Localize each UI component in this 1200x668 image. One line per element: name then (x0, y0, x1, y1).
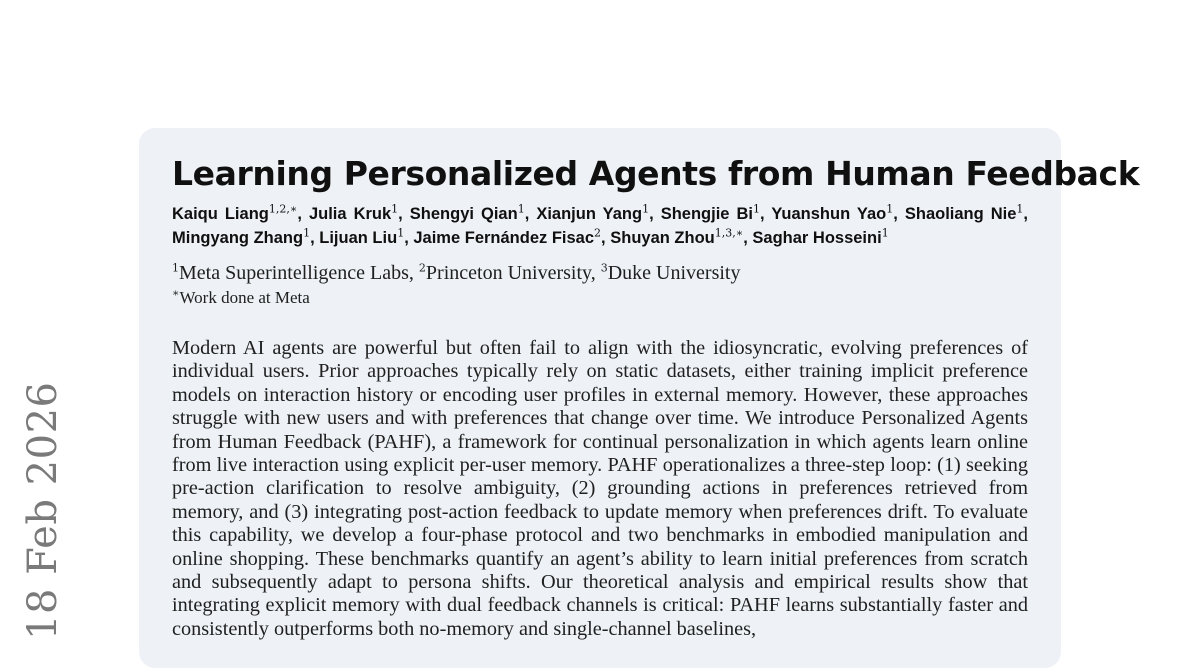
author-separator: , (524, 205, 530, 223)
paper-title: Learning Personalized Agents from Human Feedback (172, 154, 1140, 193)
author-separator: , (649, 205, 654, 223)
affiliation-name: Princeton University (425, 262, 591, 284)
author-name (752, 226, 889, 247)
author-separator: , (310, 229, 315, 247)
author-affiliation-marker: 1 (517, 202, 525, 216)
author-name-text: Shaoliang Nie (904, 205, 1017, 223)
author-name (172, 226, 315, 247)
paper-header-content (172, 152, 1140, 662)
author-separator: , (743, 229, 748, 247)
author-separator: , (893, 205, 898, 223)
footnote-text: Work done at Meta (179, 288, 310, 307)
author-separator: , (404, 229, 409, 247)
affiliation-name: Meta Superintelligence Labs (179, 262, 409, 284)
author-affiliation-marker: 1 (303, 226, 311, 240)
affiliation-separator: , (590, 262, 596, 284)
author-affiliation-marker: 1,2,∗ (268, 202, 298, 216)
author-name (409, 202, 530, 223)
affiliation (419, 262, 596, 284)
author-separator: , (398, 205, 403, 223)
author-name (536, 202, 654, 223)
affiliation-list (172, 260, 1028, 286)
author-affiliation-marker: 1 (397, 226, 405, 240)
affiliation-separator: , (408, 262, 414, 284)
affiliation-marker: 1 (172, 261, 179, 275)
author-name (308, 202, 403, 223)
paper-header-card (139, 128, 1140, 668)
author-name-text: Saghar Hosseini (752, 229, 882, 247)
author-name (660, 202, 765, 223)
author-affiliation-marker: 1 (391, 202, 399, 216)
author-affiliation-marker: 1,3,∗ (714, 226, 744, 240)
author-name (771, 202, 898, 223)
author-affiliation-marker: 1 (881, 226, 889, 240)
author-affiliation-marker: 1 (886, 202, 894, 216)
abstract-text: Modern AI agents are powerful but often fail to align with the idiosyncratic, evolving preferences of individual users. Prior approaches typically rely on static datasets, either training implicit preference models on interaction history or encoding user profiles in external memory. However, these approaches struggle with new users and with preferences that change over time. We introduce Personalized Agents from Human Feedback (PAHF), a framework for continual personalization in which agents learn online from live interaction using explicit per-user memory. PAHF operationalizes a three-step loop: (1) seeking pre-action clarification to resolve ambiguity, (2) grounding actions in preferences retrieved from memory, and (3) integrating post-action feedback to update memory when preferences drift. To evaluate this capability, we develop a four-phase protocol and two benchmarks in embodied manipulation and online shopping. These benchmarks quantify an agent’s ability to learn initial preferences from scratch and subsequently adapt to persona shifts. Our theoretical analysis and empirical results show that integrating explicit memory with dual feedback channels is critical: PAHF learns substantially faster and consistently outperforms both no-memory and single-channel baselines, (172, 337, 1028, 640)
author-separator: , (601, 229, 606, 247)
footnote-marker: ∗ (172, 286, 180, 300)
author-separator: , (1023, 205, 1028, 223)
author-affiliation-marker: 1 (752, 202, 760, 216)
affiliation-marker: 2 (418, 261, 426, 275)
author-name (904, 202, 1028, 223)
author-name-text: Lijuan Liu (319, 229, 398, 247)
affiliation-marker: 3 (600, 261, 608, 275)
author-separator: , (759, 205, 765, 223)
author-name-text: Shuyan Zhou (610, 229, 715, 247)
author-name-text: Shengjie Bi (660, 205, 753, 223)
author-name-text: Shengyi Qian (409, 205, 518, 223)
author-separator: , (297, 205, 302, 223)
author-name-text: Julia Kruk (308, 205, 392, 223)
author-name (319, 226, 409, 247)
author-name-text: Yuanshun Yao (771, 205, 887, 223)
author-name-text: Kaiqu Liang (172, 205, 269, 223)
author-name (610, 226, 748, 247)
author-affiliation-marker: 1 (642, 202, 650, 216)
author-name-text: Mingyang Zhang (172, 229, 304, 247)
author-name (172, 202, 302, 223)
footnote-work-done (172, 287, 1028, 309)
affiliation-name: Duke University (607, 262, 741, 284)
arxiv-date-stamp: 18 Feb 2026 (20, 381, 66, 640)
affiliation (172, 262, 414, 284)
author-list (172, 202, 1028, 250)
affiliation (601, 262, 741, 284)
author-name-text: Jaime Fernández Fisac (413, 229, 595, 247)
author-name-text: Xianjun Yang (536, 205, 643, 223)
author-affiliation-marker: 2 (594, 226, 602, 240)
author-affiliation-marker: 1 (1016, 202, 1024, 216)
author-name (413, 226, 606, 247)
